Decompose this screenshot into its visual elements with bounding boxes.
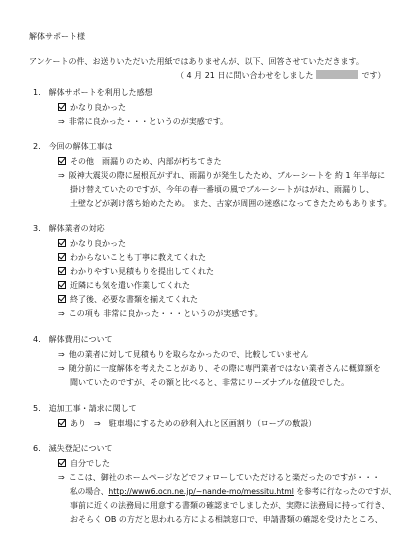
redacted-name <box>316 70 358 79</box>
comment-text: 非常に良かった・・・というのが実感です。 <box>68 117 229 126</box>
section-2-answer <box>58 155 222 169</box>
section-4-comment-2-line-2: 聞いていたのですが、その額と比べると、非常にリーズナブルな値段でした。 <box>70 378 350 387</box>
comment-text: 他の業者に対して見積もりを取らなかったので、比較していません <box>68 350 309 359</box>
section-1-comment <box>58 115 228 129</box>
arrow-icon: ⇒ <box>58 117 65 126</box>
section-3-answer <box>58 251 206 265</box>
section-2-heading: 2. 今回の解体工事は <box>33 142 113 151</box>
section-1-answer <box>58 101 126 115</box>
answer-text: 近隣にも気を遣い作業してくれた <box>70 281 190 290</box>
checkbox-checked-icon <box>58 267 66 275</box>
comment-text: 阪神大震災の際に屋根瓦がずれ、雨漏りが発生したため、ブルーシートを 約 1 年半毎に <box>68 171 386 180</box>
section-2-comment-line-1 <box>58 169 385 183</box>
section-2-comment-line-2: 掛け替えていたのですが、今年の春一番頃の風でブルーシートがはがれ、雨漏りし、 <box>70 185 374 194</box>
answer-text: あり ⇒ 駐車場にするための砂利入れと区画割り（ロープの敷設） <box>70 419 317 428</box>
checkbox-checked-icon <box>58 157 66 165</box>
section-6-heading: 6. 滅失登記について <box>33 444 113 453</box>
section-6-answer <box>58 457 110 471</box>
answer-text: 自分でした <box>70 459 110 468</box>
section-4-heading: 4. 解体費用について <box>33 335 113 344</box>
intro-text: アンケートの件、お送りいただいた用紙ではありませんが、以下、回答させていただきます。 <box>29 57 364 66</box>
answer-text: わからないことも丁寧に教えてくれた <box>70 253 206 262</box>
section-6-comment-line-1 <box>58 471 380 485</box>
arrow-icon: ⇒ <box>58 364 65 373</box>
answer-text: かなり良かった <box>70 103 126 112</box>
intro-note-start: （ 4 月 21 日に問い合わせをしました <box>176 71 314 80</box>
section-6-comment-line-3: 事前に近くの法務局に用意する書類の確認までしましたが、実際に法務局に持って行き、 <box>70 501 390 510</box>
arrow-icon: ⇒ <box>58 309 65 318</box>
answer-text: その他 雨漏りのため、内部が朽ちてきた <box>70 157 222 166</box>
section-5-answer <box>58 417 316 431</box>
arrow-icon: ⇒ <box>58 473 65 482</box>
intro-note <box>176 69 385 83</box>
section-4-comment-2-line-1 <box>58 362 381 376</box>
greeting: 解体サポート様 <box>29 32 85 41</box>
comment-text: を参考に行なったのですが、 <box>293 487 397 496</box>
reference-link[interactable]: http://www6.ocn.ne.jp/~nande-mo/messitu.html <box>108 487 294 496</box>
section-3-answer <box>58 279 190 293</box>
section-1-heading: 1. 解体サポートを利用した感想 <box>33 88 153 97</box>
arrow-icon: ⇒ <box>58 350 65 359</box>
answer-text: 終了後、必要な書類を揃えてくれた <box>70 295 198 304</box>
comment-text: 随分前に一度解体を考えたことがあり、その際に専門業者ではない業者さんに概算額を <box>68 364 381 373</box>
checkbox-checked-icon <box>58 459 66 467</box>
comment-text: ここは、御社のホームページなどでフォローしていただけると楽だったのですが・・・ <box>68 473 381 482</box>
section-5-heading: 5. 追加工事・請求に関して <box>33 404 137 413</box>
section-3-comment <box>58 307 263 321</box>
checkbox-checked-icon <box>58 295 66 303</box>
section-3-answer <box>58 265 214 279</box>
checkbox-checked-icon <box>58 103 66 111</box>
section-3-answer <box>58 237 126 251</box>
checkbox-checked-icon <box>58 253 66 261</box>
section-3-answer <box>58 293 198 307</box>
arrow-icon: ⇒ <box>58 171 65 180</box>
section-4-comment-1 <box>58 348 309 362</box>
section-2-comment-line-3: 土壁などが剥け落ち始めたため。 また、古家が周囲の迷惑になってきたためもあります。 <box>70 199 392 208</box>
answer-text: わかりやすい見積もりを提出してくれた <box>70 267 214 276</box>
checkbox-checked-icon <box>58 281 66 289</box>
section-6-comment-line-2 <box>70 485 396 499</box>
comment-text: この項も 非常に良かった・・・というのが実感です。 <box>68 309 263 318</box>
answer-text: かなり良かった <box>70 239 126 248</box>
checkbox-checked-icon <box>58 239 66 247</box>
comment-text: 私の場合、 <box>70 487 109 496</box>
section-6-comment-line-4: おそらく OB の方だと思われる方による相談窓口で、申請書類の確認を受けたところ、 <box>70 515 383 524</box>
section-3-heading: 3. 解体業者の対応 <box>33 224 105 233</box>
checkbox-checked-icon <box>58 419 66 427</box>
intro-note-end: です） <box>361 71 386 80</box>
